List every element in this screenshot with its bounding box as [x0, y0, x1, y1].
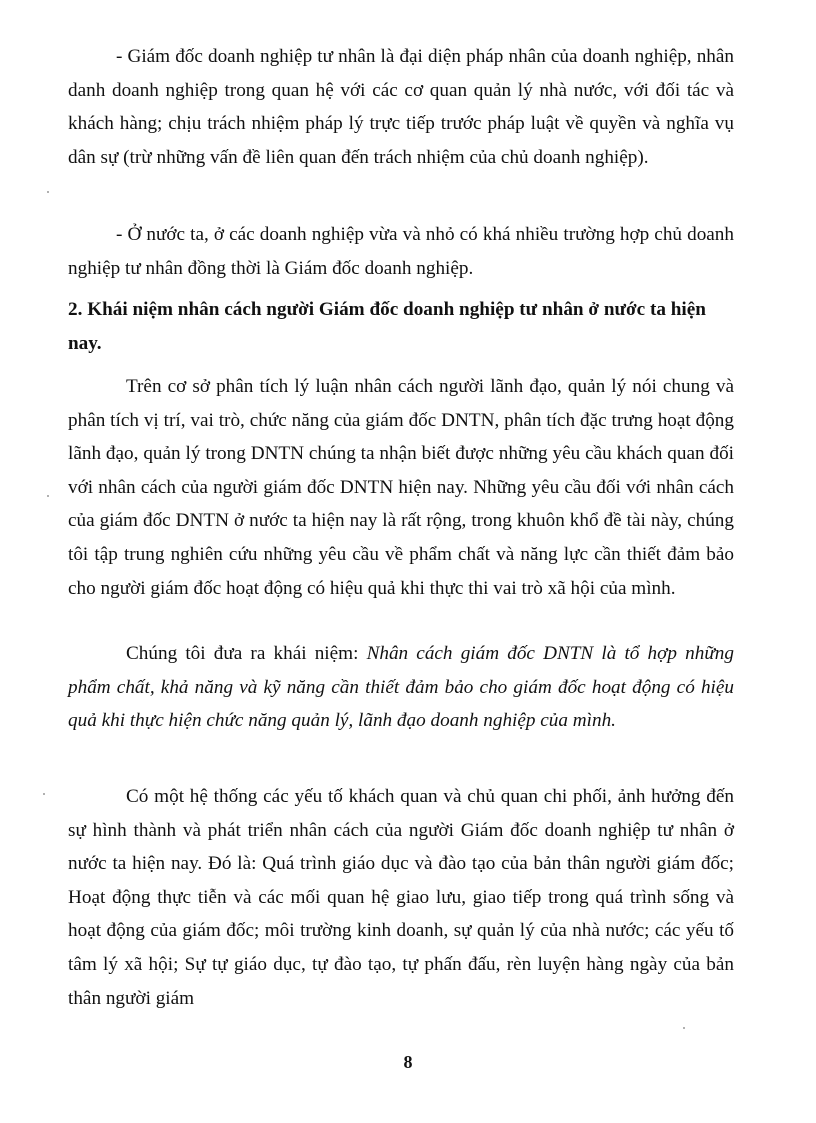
definition-italic: Nhân cách giám đốc DNTN là tổ hợp những phẩm chất, khả năng và kỹ năng cần thiết đảm bảo cho giám đốc hoạt động có hiệu quả khi thực hiện chức năng quản lý, lãnh đạo doanh nghiệp của mình. — [68, 643, 734, 732]
scan-speck — [47, 191, 49, 193]
paragraph-definition — [68, 637, 734, 738]
paragraph-analysis: Trên cơ sở phân tích lý luận nhân cách người lãnh đạo, quản lý nói chung và phân tích vị trí, vai trò, chức năng của giám đốc DNTN, phân tích đặc trưng hoạt động lãnh đạo, quản lý trong DNTN chúng ta nhận biết được những yêu cầu khách quan đối với nhân cách của người giám đốc DNTN hiện nay. Những yêu cầu đối với nhân cách của giám đốc DNTN ở nước ta hiện nay là rất rộng, trong khuôn khổ đề tài này, chúng tôi tập trung nghiên cứu những yêu cầu về phẩm chất và năng lực cần thiết đảm bảo cho người giám đốc hoạt động có hiệu quả khi thực thi vai trò xã hội của mình. — [68, 376, 734, 599]
definition-lead: Chúng tôi đưa ra khái niệm: — [126, 643, 367, 664]
section-heading: 2. Khái niệm nhân cách người Giám đốc doanh nghiệp tư nhân ở nước ta hiện nay. — [68, 299, 706, 354]
scan-speck — [683, 1027, 685, 1029]
paragraph-owner-director: - Ở nước ta, ở các doanh nghiệp vừa và nhỏ có khá nhiều trường hợp chủ doanh nghiệp tư nhân đồng thời là Giám đốc doanh nghiệp. — [68, 224, 734, 279]
paragraph-factors: Có một hệ thống các yếu tố khách quan và chủ quan chi phối, ảnh hưởng đến sự hình thành và phát triển nhân cách của người Giám đốc doanh nghiệp tư nhân ở nước ta hiện nay. Đó là: Quá trình giáo dục và đào tạo của bản thân người giám đốc; Hoạt động thực tiễn và các mối quan hệ giao lưu, giao tiếp trong quá trình sống và hoạt động của giám đốc; môi trường kinh doanh, sự quản lý của nhà nước; các yếu tố tâm lý xã hội; Sự tự giáo dục, tự đào tạo, tự phấn đấu, rèn luyện hàng ngày của bản thân người giám — [68, 786, 734, 1009]
page-number: 8 — [403, 1052, 413, 1072]
scan-speck — [47, 495, 49, 497]
scan-speck — [43, 793, 45, 795]
paragraph-director-role: - Giám đốc doanh nghiệp tư nhân là đại diện pháp nhân của doanh nghiệp, nhân danh doanh nghiệp trong quan hệ với các cơ quan quản lý nhà nước, với đối tác và khách hàng; chịu trách nhiệm pháp lý trực tiếp trước pháp luật về quyền và nghĩa vụ dân sự (trừ những vấn đề liên quan đến trách nhiệm của chủ doanh nghiệp). — [68, 46, 734, 168]
